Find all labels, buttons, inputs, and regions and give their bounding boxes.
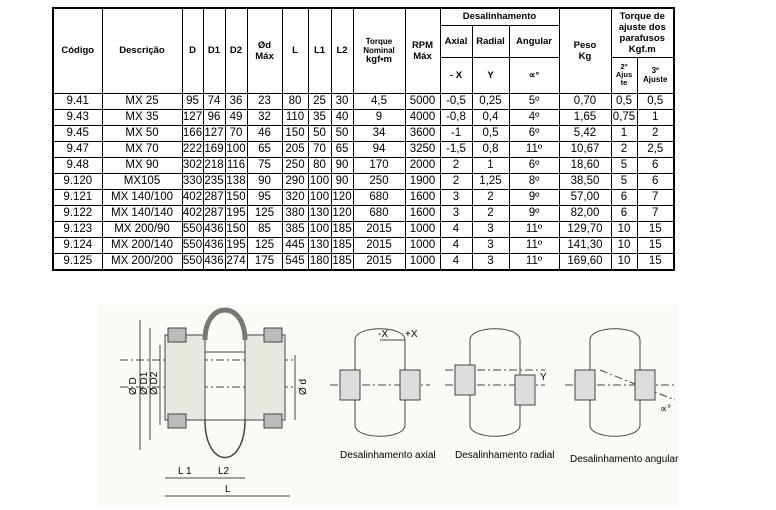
cell-l: 380 bbox=[282, 205, 308, 221]
header-od-max: Ød Máx bbox=[247, 8, 282, 93]
cell-peso: 18,60 bbox=[559, 157, 611, 173]
cell-descricao: MX 200/90 bbox=[102, 221, 182, 237]
cell-angular: 11º bbox=[509, 221, 559, 237]
cell-d1: 218 bbox=[203, 157, 225, 173]
cell-od-max: 23 bbox=[247, 93, 282, 109]
cell-descricao: MX 35 bbox=[102, 109, 182, 125]
cell-ajuste-2: 10 bbox=[611, 221, 637, 237]
cell-torque: 4,5 bbox=[353, 93, 405, 109]
cell-od-max: 175 bbox=[247, 253, 282, 270]
cell-torque: 2015 bbox=[353, 221, 405, 237]
cell-l: 385 bbox=[282, 221, 308, 237]
cell-ajuste-3: 7 bbox=[637, 189, 674, 205]
cell-l1: 25 bbox=[308, 93, 331, 109]
caption-axial: Desalinhamento axial bbox=[340, 450, 436, 461]
cell-torque: 34 bbox=[353, 125, 405, 141]
cell-l1: 80 bbox=[308, 157, 331, 173]
cell-peso: 169,60 bbox=[559, 253, 611, 270]
cell-rpm: 1600 bbox=[405, 205, 440, 221]
cell-torque: 9 bbox=[353, 109, 405, 125]
cell-radial: 1,25 bbox=[472, 173, 509, 189]
cell-d: 302 bbox=[182, 157, 203, 173]
label-minus-x: -X bbox=[378, 329, 388, 340]
cell-l1: 100 bbox=[308, 189, 331, 205]
header-desalinhamento: Desalinhamento bbox=[440, 8, 559, 25]
cell-od-max: 75 bbox=[247, 157, 282, 173]
cell-peso: 82,00 bbox=[559, 205, 611, 221]
cell-codigo: 9.123 bbox=[53, 221, 102, 237]
cell-angular: 8º bbox=[509, 173, 559, 189]
cell-torque: 680 bbox=[353, 189, 405, 205]
label-dim-D2: Ø D2 bbox=[149, 371, 160, 395]
cell-descricao: MX 70 bbox=[102, 141, 182, 157]
cell-l2: 185 bbox=[331, 221, 353, 237]
cell-l: 445 bbox=[282, 237, 308, 253]
cell-ajuste-2: 6 bbox=[611, 205, 637, 221]
header-ajuste-2: 2º Ajus te bbox=[611, 57, 637, 93]
label-alpha: ∝° bbox=[660, 404, 672, 415]
cell-rpm: 4000 bbox=[405, 109, 440, 125]
cell-l2: 120 bbox=[331, 189, 353, 205]
cell-d: 222 bbox=[182, 141, 203, 157]
cell-axial: -0,8 bbox=[440, 109, 472, 125]
cell-torque: 94 bbox=[353, 141, 405, 157]
cell-torque: 680 bbox=[353, 205, 405, 221]
header-d: D bbox=[182, 8, 203, 93]
cell-ajuste-3: 15 bbox=[637, 253, 674, 270]
cell-l2: 90 bbox=[331, 157, 353, 173]
header-radial: Radial bbox=[472, 25, 509, 57]
cell-angular: 11º bbox=[509, 141, 559, 157]
cell-radial: 3 bbox=[472, 237, 509, 253]
cell-angular: 6º bbox=[509, 157, 559, 173]
cell-angular: 6º bbox=[509, 125, 559, 141]
cell-rpm: 2000 bbox=[405, 157, 440, 173]
cell-l1: 50 bbox=[308, 125, 331, 141]
cell-angular: 11º bbox=[509, 253, 559, 270]
cell-od-max: 95 bbox=[247, 189, 282, 205]
cell-d1: 235 bbox=[203, 173, 225, 189]
cell-od-max: 125 bbox=[247, 205, 282, 221]
cell-rpm: 1000 bbox=[405, 221, 440, 237]
cell-l: 150 bbox=[282, 125, 308, 141]
cell-descricao: MX 200/200 bbox=[102, 253, 182, 270]
label-plus-x: +X bbox=[405, 329, 418, 340]
cell-l2: 50 bbox=[331, 125, 353, 141]
cell-l: 80 bbox=[282, 93, 308, 109]
cell-descricao: MX 90 bbox=[102, 157, 182, 173]
cell-od-max: 65 bbox=[247, 141, 282, 157]
header-angular: Angular bbox=[509, 25, 559, 57]
header-l2: L2 bbox=[331, 8, 353, 93]
cell-d2: 100 bbox=[225, 141, 247, 157]
cell-radial: 1 bbox=[472, 157, 509, 173]
cell-ajuste-3: 6 bbox=[637, 173, 674, 189]
cell-d2: 195 bbox=[225, 205, 247, 221]
header-rpm-max: RPM Máx bbox=[405, 8, 440, 93]
cell-l2: 185 bbox=[331, 237, 353, 253]
label-y: Y bbox=[540, 372, 547, 383]
cell-angular: 4º bbox=[509, 109, 559, 125]
cell-ajuste-3: 15 bbox=[637, 221, 674, 237]
cell-l: 110 bbox=[282, 109, 308, 125]
cell-radial: 3 bbox=[472, 253, 509, 270]
cell-codigo: 9.45 bbox=[53, 125, 102, 141]
cell-d1: 74 bbox=[203, 93, 225, 109]
header-axial-symbol: - X bbox=[440, 57, 472, 93]
cell-l1: 180 bbox=[308, 253, 331, 270]
cell-d: 402 bbox=[182, 205, 203, 221]
cell-l2: 185 bbox=[331, 253, 353, 270]
label-dim-L1: L 1 bbox=[178, 466, 192, 477]
cell-d1: 436 bbox=[203, 221, 225, 237]
cell-l: 250 bbox=[282, 157, 308, 173]
header-radial-symbol: Y bbox=[472, 57, 509, 93]
cell-od-max: 32 bbox=[247, 109, 282, 125]
cell-ajuste-3: 7 bbox=[637, 205, 674, 221]
header-angular-symbol: ∝° bbox=[509, 57, 559, 93]
angular-right-hub bbox=[635, 370, 655, 400]
cell-ajuste-3: 6 bbox=[637, 157, 674, 173]
cell-l: 320 bbox=[282, 189, 308, 205]
header-l1: L1 bbox=[308, 8, 331, 93]
cell-codigo: 9.124 bbox=[53, 237, 102, 253]
right-hub bbox=[245, 335, 285, 420]
cell-d1: 96 bbox=[203, 109, 225, 125]
cell-codigo: 9.122 bbox=[53, 205, 102, 221]
cell-l1: 70 bbox=[308, 141, 331, 157]
cell-d2: 150 bbox=[225, 221, 247, 237]
left-hub bbox=[165, 335, 205, 420]
cell-peso: 57,00 bbox=[559, 189, 611, 205]
cell-l1: 130 bbox=[308, 205, 331, 221]
cell-axial: -1 bbox=[440, 125, 472, 141]
cell-axial: -1,5 bbox=[440, 141, 472, 157]
label-dim-L: L bbox=[225, 484, 231, 495]
cell-d: 330 bbox=[182, 173, 203, 189]
cell-d1: 436 bbox=[203, 237, 225, 253]
cell-peso: 38,50 bbox=[559, 173, 611, 189]
cell-ajuste-2: 5 bbox=[611, 157, 637, 173]
cell-radial: 0,25 bbox=[472, 93, 509, 109]
header-torque-ajuste: Torque de ajuste dos parafusos Kgf.m bbox=[611, 8, 674, 57]
cell-torque: 2015 bbox=[353, 237, 405, 253]
header-d1: D1 bbox=[203, 8, 225, 93]
cell-peso: 141,30 bbox=[559, 237, 611, 253]
cell-d: 402 bbox=[182, 189, 203, 205]
cell-l2: 90 bbox=[331, 173, 353, 189]
angular-left-hub bbox=[575, 370, 595, 400]
header-peso: Peso Kg bbox=[559, 8, 611, 93]
cell-rpm: 3250 bbox=[405, 141, 440, 157]
cell-peso: 1,65 bbox=[559, 109, 611, 125]
cell-angular: 5º bbox=[509, 93, 559, 109]
cell-angular: 11º bbox=[509, 237, 559, 253]
cell-rpm: 5000 bbox=[405, 93, 440, 109]
cell-ajuste-3: 1 bbox=[637, 109, 674, 125]
axial-right-hub bbox=[400, 370, 420, 400]
right-bolt-top bbox=[264, 328, 282, 342]
cell-rpm: 1600 bbox=[405, 189, 440, 205]
cell-d2: 36 bbox=[225, 93, 247, 109]
header-descricao: Descrição bbox=[102, 8, 182, 93]
cell-radial: 2 bbox=[472, 205, 509, 221]
cell-ajuste-3: 15 bbox=[637, 237, 674, 253]
cell-radial: 2 bbox=[472, 189, 509, 205]
cell-d: 127 bbox=[182, 109, 203, 125]
cell-l2: 65 bbox=[331, 141, 353, 157]
cell-d2: 195 bbox=[225, 237, 247, 253]
cell-l1: 35 bbox=[308, 109, 331, 125]
cell-angular: 9º bbox=[509, 205, 559, 221]
cell-radial: 0,4 bbox=[472, 109, 509, 125]
cell-ajuste-2: 10 bbox=[611, 253, 637, 270]
cell-l: 545 bbox=[282, 253, 308, 270]
cell-torque: 2015 bbox=[353, 253, 405, 270]
cell-l1: 100 bbox=[308, 221, 331, 237]
cell-ajuste-3: 0,5 bbox=[637, 93, 674, 109]
cell-codigo: 9.125 bbox=[53, 253, 102, 270]
cell-d2: 70 bbox=[225, 125, 247, 141]
cell-d2: 150 bbox=[225, 189, 247, 205]
cell-rpm: 3600 bbox=[405, 125, 440, 141]
cell-d: 550 bbox=[182, 221, 203, 237]
cell-codigo: 9.47 bbox=[53, 141, 102, 157]
cell-axial: 4 bbox=[440, 221, 472, 237]
cell-descricao: MX 200/140 bbox=[102, 237, 182, 253]
right-bolt-bottom bbox=[264, 414, 282, 428]
cell-codigo: 9.43 bbox=[53, 109, 102, 125]
cell-ajuste-2: 5 bbox=[611, 173, 637, 189]
cell-ajuste-2: 2 bbox=[611, 141, 637, 157]
radial-right-hub bbox=[515, 375, 535, 405]
label-dim-D1: Ø D1 bbox=[139, 371, 150, 395]
cell-codigo: 9.120 bbox=[53, 173, 102, 189]
cell-d: 95 bbox=[182, 93, 203, 109]
cell-axial: 2 bbox=[440, 173, 472, 189]
cell-rpm: 1900 bbox=[405, 173, 440, 189]
cell-l2: 40 bbox=[331, 109, 353, 125]
cell-od-max: 90 bbox=[247, 173, 282, 189]
cell-od-max: 85 bbox=[247, 221, 282, 237]
cell-torque: 170 bbox=[353, 157, 405, 173]
cell-rpm: 1000 bbox=[405, 253, 440, 270]
axial-left-hub bbox=[340, 370, 360, 400]
cell-ajuste-2: 0,5 bbox=[611, 93, 637, 109]
header-ajuste-3: 3º Ajuste bbox=[637, 57, 674, 93]
cell-axial: 3 bbox=[440, 189, 472, 205]
cell-d1: 169 bbox=[203, 141, 225, 157]
cell-rpm: 1000 bbox=[405, 237, 440, 253]
cell-radial: 0,5 bbox=[472, 125, 509, 141]
cell-l1: 130 bbox=[308, 237, 331, 253]
cell-radial: 3 bbox=[472, 221, 509, 237]
cell-axial: 3 bbox=[440, 205, 472, 221]
cell-radial: 0,8 bbox=[472, 141, 509, 157]
cell-ajuste-2: 1 bbox=[611, 125, 637, 141]
cell-d: 550 bbox=[182, 253, 203, 270]
header-codigo: Código bbox=[53, 8, 102, 93]
cell-d1: 127 bbox=[203, 125, 225, 141]
cell-axial: 2 bbox=[440, 157, 472, 173]
left-bolt-top bbox=[168, 328, 186, 342]
cell-ajuste-3: 2 bbox=[637, 125, 674, 141]
cell-descricao: MX 50 bbox=[102, 125, 182, 141]
caption-radial: Desalinhamento radial bbox=[455, 450, 555, 461]
cell-d: 166 bbox=[182, 125, 203, 141]
cell-d2: 138 bbox=[225, 173, 247, 189]
cell-l: 205 bbox=[282, 141, 308, 157]
left-bolt-bottom bbox=[168, 414, 186, 428]
radial-left-hub bbox=[455, 365, 475, 395]
cell-peso: 0,70 bbox=[559, 93, 611, 109]
cell-axial: -0,5 bbox=[440, 93, 472, 109]
cell-ajuste-2: 0,75 bbox=[611, 109, 637, 125]
cell-d: 550 bbox=[182, 237, 203, 253]
cell-descricao: MX 25 bbox=[102, 93, 182, 109]
cell-d1: 287 bbox=[203, 189, 225, 205]
cell-peso: 129,70 bbox=[559, 221, 611, 237]
header-torque-nominal: Torque Nominal kgf•m bbox=[353, 8, 405, 93]
cell-descricao: MX105 bbox=[102, 173, 182, 189]
cell-descricao: MX 140/100 bbox=[102, 189, 182, 205]
cell-l: 290 bbox=[282, 173, 308, 189]
cell-codigo: 9.48 bbox=[53, 157, 102, 173]
header-axial: Axial bbox=[440, 25, 472, 57]
cell-d2: 274 bbox=[225, 253, 247, 270]
cell-ajuste-3: 2,5 bbox=[637, 141, 674, 157]
cell-d1: 436 bbox=[203, 253, 225, 270]
label-dim-d: Ø d bbox=[298, 378, 309, 395]
cell-peso: 5,42 bbox=[559, 125, 611, 141]
cell-angular: 9º bbox=[509, 189, 559, 205]
cell-od-max: 46 bbox=[247, 125, 282, 141]
cell-codigo: 9.41 bbox=[53, 93, 102, 109]
cell-descricao: MX 140/140 bbox=[102, 205, 182, 221]
cell-axial: 4 bbox=[440, 253, 472, 270]
cell-axial: 4 bbox=[440, 237, 472, 253]
cell-torque: 250 bbox=[353, 173, 405, 189]
cell-ajuste-2: 6 bbox=[611, 189, 637, 205]
cell-d2: 49 bbox=[225, 109, 247, 125]
header-l: L bbox=[282, 8, 308, 93]
cell-peso: 10,67 bbox=[559, 141, 611, 157]
cell-d2: 116 bbox=[225, 157, 247, 173]
cell-l2: 30 bbox=[331, 93, 353, 109]
header-d2: D2 bbox=[225, 8, 247, 93]
cell-codigo: 9.121 bbox=[53, 189, 102, 205]
label-dim-L2: L2 bbox=[218, 466, 230, 477]
caption-angular: Desalinhamento angular bbox=[570, 454, 679, 465]
cell-l1: 100 bbox=[308, 173, 331, 189]
cell-ajuste-2: 10 bbox=[611, 237, 637, 253]
label-dim-D: Ø D bbox=[128, 377, 139, 395]
cell-d1: 287 bbox=[203, 205, 225, 221]
cell-l2: 120 bbox=[331, 205, 353, 221]
cell-od-max: 125 bbox=[247, 237, 282, 253]
